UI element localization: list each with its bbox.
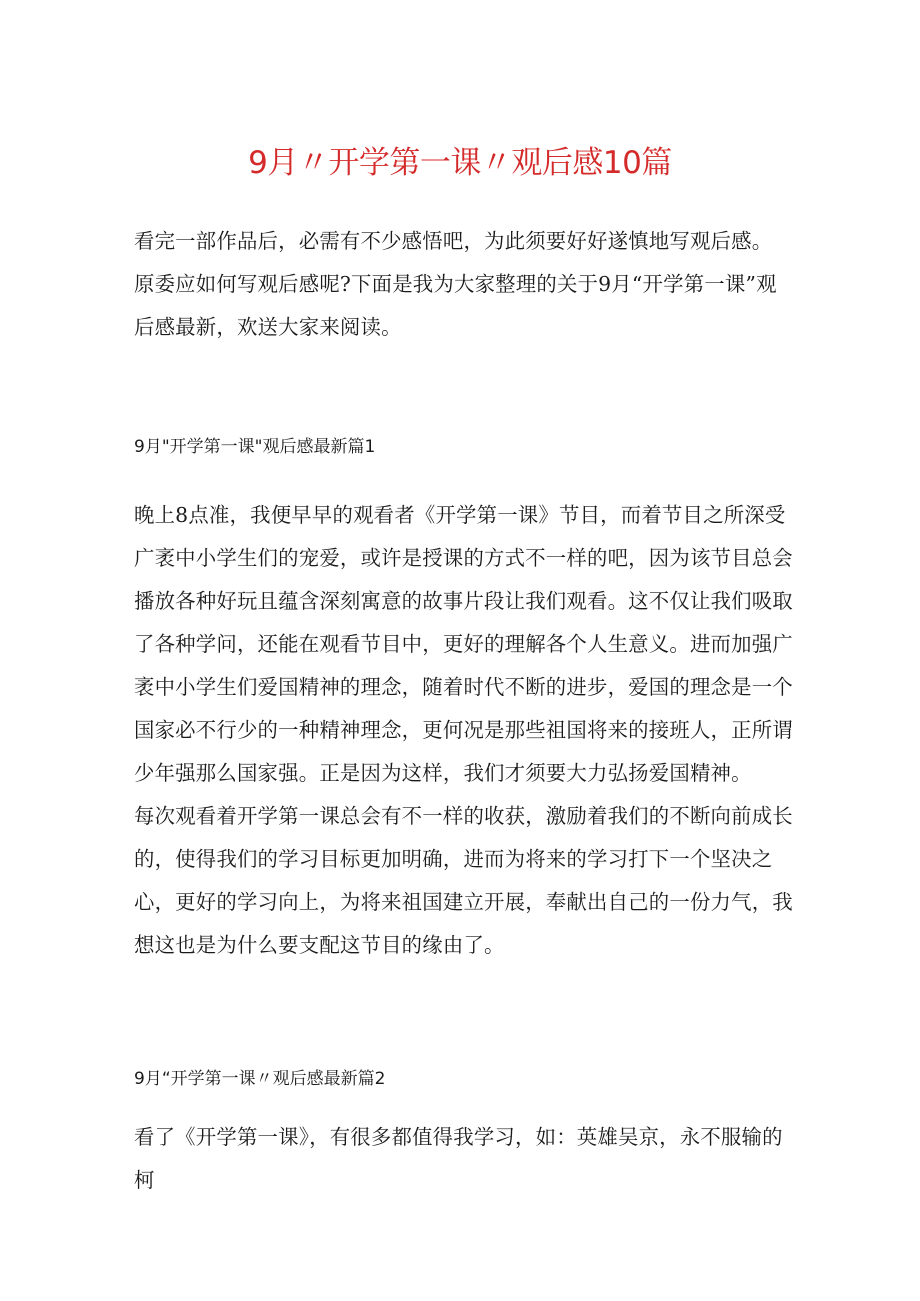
section-heading: 9月"开学第一课"观后感最新篇1: [134, 437, 376, 457]
intro-paragraph: 看完一部作品后，必需有不少感悟吧，为此须要好好遂慎地写观后感。: [134, 229, 773, 253]
section-heading: 9月“开学第一课〃观后感最新篇2: [134, 1069, 386, 1089]
intro-paragraph: 原委应如何写观后感呢?下面是我为大家整理的关于9月“开学第一课”观后感最新，欢送大家来阅读。: [134, 272, 777, 339]
section-body: [134, 1116, 796, 1202]
body-paragraph: 晚上8点准，我便早早的观看者《开学第一课》节目，而着节目之所深受广袤中小学生们的宠爱，或许是授课的方式不一样的吧，因为该节目总会播放各种好玩且蕴含深刻寓意的故事片段让我们观看。这不仅让我们吸取了各种学问，还能在观看节目中，更好的理解各个人生意义。进而加强广袤中小学生们爱国精神的理念，随着时代不断的进步，爱国的理念是一个国家必不行少的一种精神理念，更何况是那些祖国将来的接班人，正所谓少年强那么国家强。正是因为这样，我们才须要大力弘扬爱国精神。: [134, 503, 793, 785]
document-title: 9月〃开学第一课〃观后感10篇: [248, 145, 672, 181]
body-paragraph: 看了《开学第一课》，有很多都值得我学习，如：英雄吴京，永不服输的柯: [134, 1125, 783, 1192]
intro-block: [134, 220, 796, 349]
body-paragraph: 每次观看着开学第一课总会有不一样的收获，激励着我们的不断向前成长的，使得我们的学习目标更加明确，进而为将来的学习打下一个坚决之心，更好的学习向上，为将来祖国建立开展，奉献出自己的一份力气，我想这也是为什么要支配这节目的缘由了。: [134, 804, 793, 957]
section-body: [134, 494, 796, 967]
